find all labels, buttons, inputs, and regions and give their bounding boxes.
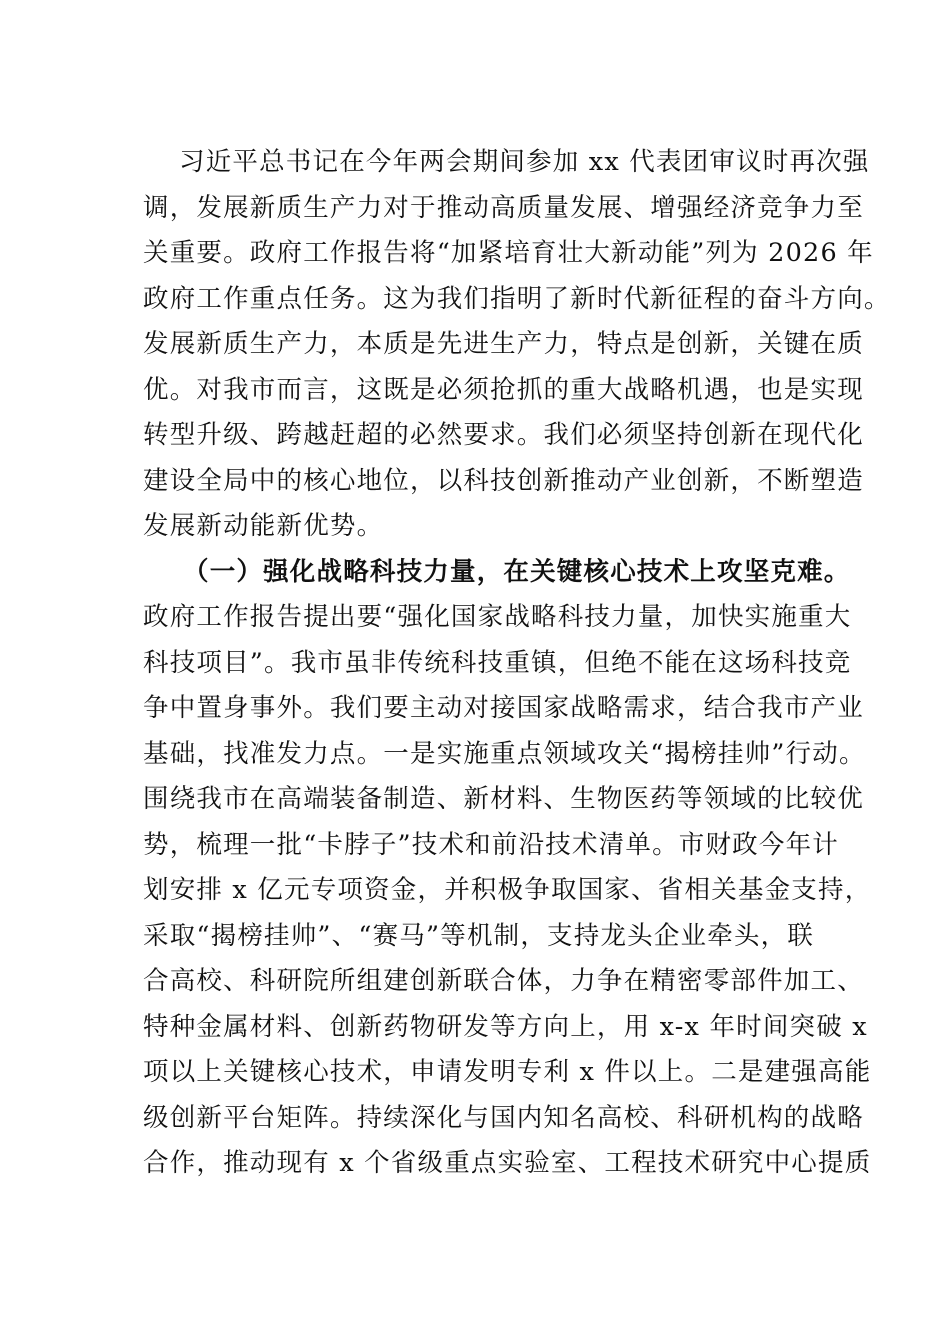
text-line: 政府工作报告提出要“强化国家战略科技力量，加快实施重大	[143, 602, 852, 632]
text-line: 发展新动能新优势。	[143, 511, 384, 541]
text-line: 采取“揭榜挂帅”、“赛马”等机制，支持龙头企业牵头，联	[143, 920, 815, 951]
text-line: 级创新平台矩阵。持续深化与国内知名高校、科研机构的战略	[143, 1102, 864, 1133]
text-line: 围绕我市在高端装备制造、新材料、生物医药等领域的比较优	[143, 784, 864, 814]
text-line: 基础，找准发力点。一是实施重点领域攻关“揭榜挂帅”行动。	[143, 738, 866, 769]
text-line: 科技项目”。我市虽非传统科技重镇，但绝不能在这场科技竞	[143, 647, 852, 678]
text-line: 调，发展新质生产力对于推动高质量发展、增强经济竞争力至	[143, 192, 864, 223]
text-line: 政府工作重点任务。这为我们指明了新时代新征程的奋斗方向。	[143, 283, 891, 314]
text-line: 转型升级、跨越赶超的必然要求。我们必须坚持创新在现代化	[143, 420, 864, 450]
text-line: 关重要。政府工作报告将“加紧培育壮大新动能”列为 2026 年	[143, 238, 874, 268]
text-line: 势，梳理一批“卡脖子”技术和前沿技术清单。市财政今年计	[143, 829, 839, 860]
text-line: 发展新质生产力，本质是先进生产力，特点是创新，关键在质	[143, 329, 864, 359]
document-body	[143, 140, 891, 1187]
text-line: 划安排 x 亿元专项资金，并积极争取国家、省相关基金支持，	[143, 875, 872, 905]
text-line: 特种金属材料、创新药物研发等方向上，用 x-x 年时间突破 x	[143, 1011, 868, 1042]
text-line: 项以上关键核心技术，申请发明专利 x 件以上。二是建强高能	[143, 1057, 872, 1087]
text-line: 习近平总书记在今年两会期间参加 xx 代表团审议时再次强	[179, 147, 870, 177]
text-line: 合作，推动现有 x 个省级重点实验室、工程技术研究中心提质	[143, 1148, 872, 1178]
text-line: 建设全局中的核心地位，以科技创新推动产业创新，不断塑造	[143, 465, 864, 496]
paragraph-intro	[143, 140, 891, 550]
paragraph-section-one	[143, 550, 872, 1187]
text-line: 合高校、科研院所组建创新联合体，力争在精密零部件加工、	[143, 966, 864, 996]
text-line: 优。对我市而言，这既是必须抢抓的重大战略机遇，也是实现	[143, 374, 864, 405]
text-line: 争中置身事外。我们要主动对接国家战略需求，结合我市产业	[143, 693, 864, 723]
section-heading: （一）强化战略科技力量，在关键核心技术上攻坚克难。	[183, 556, 851, 587]
